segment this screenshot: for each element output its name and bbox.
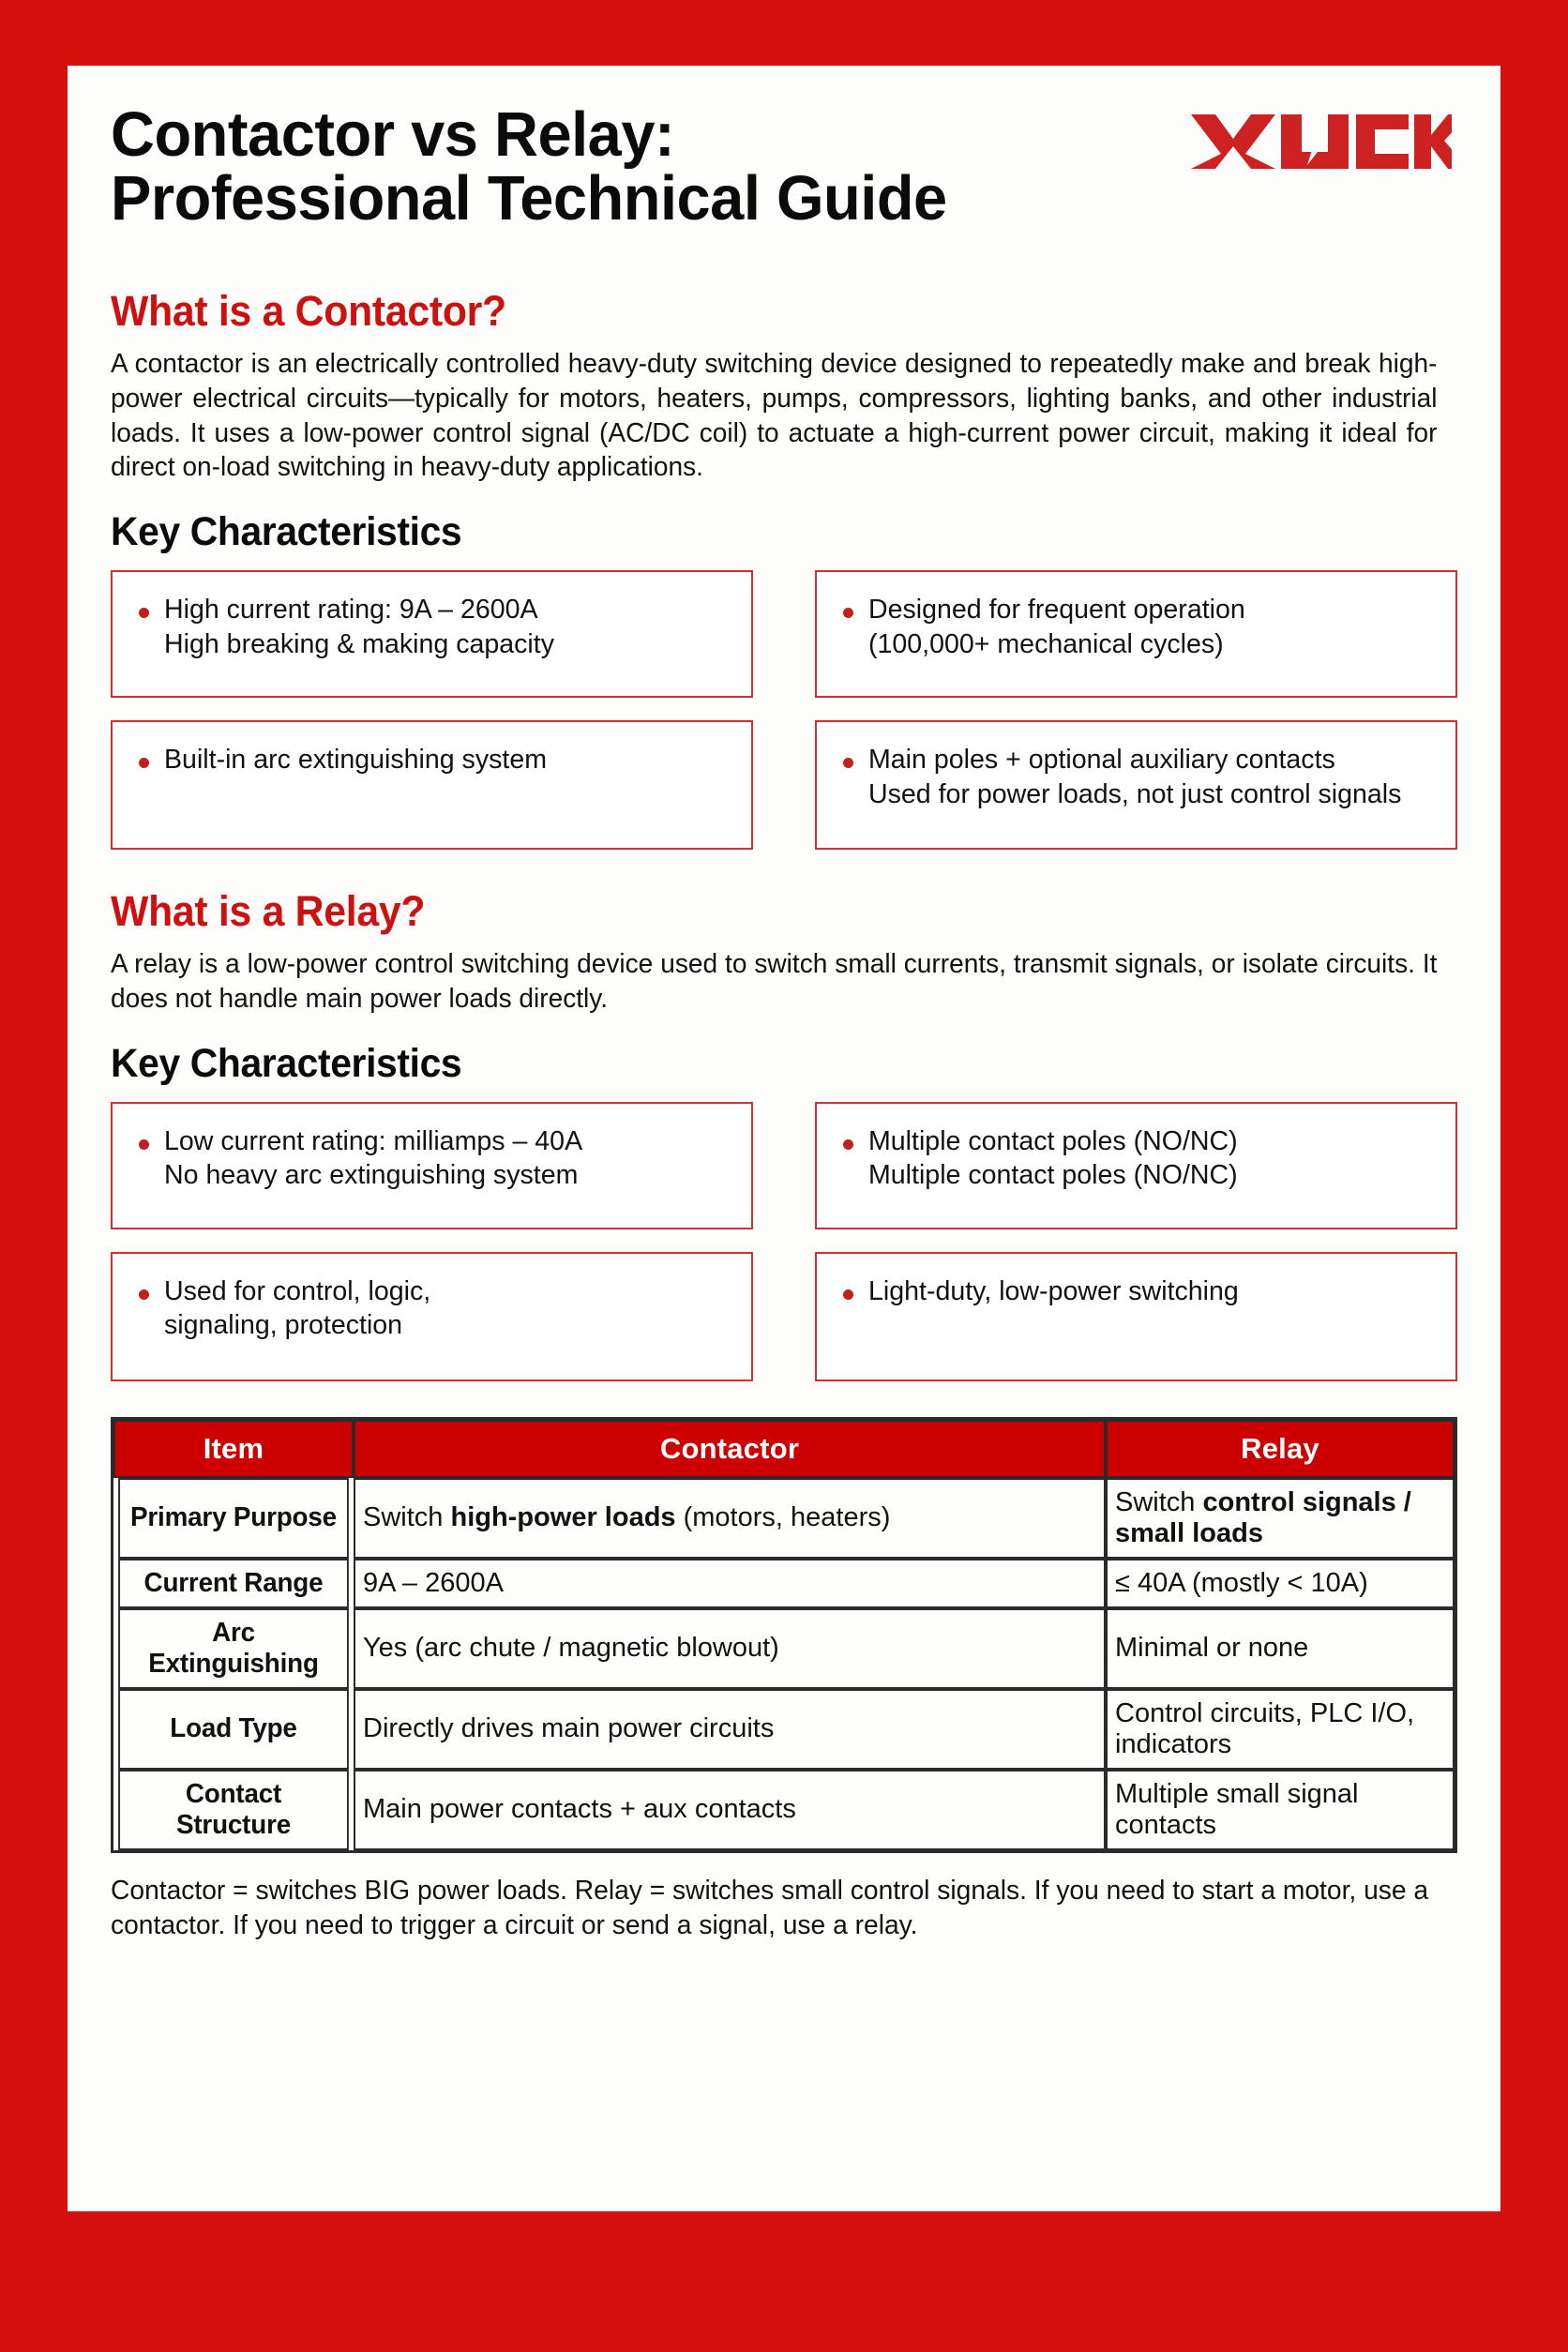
cell-text-pre: Multiple small signal contacts [1115,1778,1359,1840]
bullet-line-1: Main poles + optional auxiliary contacts [868,745,1335,775]
cell-text-pre: Switch [363,1502,451,1533]
cell-text-post: (motors, heaters) [675,1502,891,1533]
brand-logo [1191,113,1452,171]
bullet-text [164,743,547,777]
cell-text-pre: ≤ 40A (mostly < 10A) [1115,1567,1368,1598]
table-row [113,1689,1455,1770]
row-label: Current Range [118,1559,349,1608]
bullet-line-1: Low current rating: milliamps – 40A [164,1125,583,1156]
table-row [113,1608,1455,1689]
bullet-box [111,1252,753,1381]
bullet-dot-icon [843,608,853,618]
row-label: Contact Structure [118,1770,349,1850]
bullet-line-1: Designed for frequent operation [868,595,1245,625]
poster-header [111,99,1457,272]
bullet-line-2: (100,000+ mechanical cycles) [868,628,1224,659]
bullet-text [164,593,554,661]
contactor-key-characteristics-heading: Key Characteristics [111,509,462,554]
bullet-line-1: Built-in arc extinguishing system [164,745,548,775]
poster-sheet [68,66,1500,2211]
cell-text-pre: Directly drives main power circuits [363,1713,775,1744]
bullet-dot-icon [139,1289,149,1300]
cell-text-bold: high-power loads [450,1502,676,1533]
cell-contactor [354,1689,1106,1770]
bullet-line-2: No heavy arc extinguishing system [164,1160,579,1191]
comparison-table-wrap [111,1417,1457,1853]
xucky-logo-icon [1191,113,1452,171]
contactor-description: A contactor is an electrically controlled heavy-duty switching device designed to repeatedly make and break high-power electrical circuits—typically for motors, heaters, pumps, compressors, lighting banks, and other industrial loads. It uses a low-power control signal (AC/DC coil) to actuate a high-current power circuit, making it ideal for direct on-load switching in heavy-duty applications. [111,349,1438,483]
bullet-box [815,720,1457,850]
contactor-bullet-grid [111,570,1457,850]
cell-text-bold: control signals / small loads [1115,1486,1411,1548]
relay-description: A relay is a low-power control switching device used to switch small currents, transmit signals, or isolate circuits. It does not handle main power loads directly. [111,949,1438,1014]
bullet-box [111,570,753,698]
column-header-relay: Relay [1106,1420,1455,1478]
cell-text-pre: Switch [1115,1486,1203,1517]
cell-contactor [354,1608,1106,1689]
section-heading-relay: What is a Relay? [111,887,426,935]
bullet-line-1: High current rating: 9A – 2600A [164,595,538,625]
cell-contactor [354,1559,1106,1608]
cell-text-pre: Minimal or none [1115,1633,1309,1664]
bullet-text [868,1274,1239,1309]
section-heading-contactor: What is a Contactor? [111,287,506,335]
bullet-dot-icon [843,1139,853,1150]
page-title-line-2: Professional Technical Guide [111,163,947,234]
bullet-text [868,593,1245,661]
cell-relay [1106,1559,1455,1608]
bullet-dot-icon [843,1289,853,1300]
cell-relay [1106,1689,1455,1770]
row-label: Arc Extinguishing [118,1608,349,1689]
table-row [113,1770,1455,1850]
bullet-text [868,1124,1238,1193]
bullet-box [815,1252,1457,1381]
bullet-dot-icon [139,608,149,618]
cell-relay [1106,1478,1455,1559]
table-row [113,1478,1455,1559]
column-header-contactor: Contactor [354,1420,1106,1478]
bullet-line-1: Multiple contact poles (NO/NC) [868,1125,1238,1156]
bullet-dot-icon [843,758,853,768]
bullet-box [111,720,753,850]
row-label: Load Type [118,1689,349,1770]
table-row [113,1559,1455,1608]
cell-relay [1106,1608,1455,1689]
footer-summary: Contactor = switches BIG power loads. Relay = switches small control signals. If you need to start a motor, use a contactor. If you need to trigger a circuit or send a signal, use a relay. [111,1875,1429,1940]
comparison-table [111,1417,1457,1853]
bullet-box [815,570,1457,698]
cell-contactor [354,1770,1106,1850]
bullet-line-1: Used for control, logic, [164,1275,431,1306]
bullet-line-2: signaling, protection [164,1310,403,1341]
bullet-dot-icon [139,1139,149,1150]
table-header-row [113,1420,1455,1478]
bullet-box [111,1102,753,1229]
bullet-text [868,743,1401,811]
bullet-line-1: Light-duty, low-power switching [868,1275,1239,1306]
bullet-box [815,1102,1457,1229]
bullet-line-2: Multiple contact poles (NO/NC) [868,1160,1238,1191]
cell-text-pre: Control circuits, PLC I/O, indicators [1115,1697,1415,1759]
page-title-line-1: Contactor vs Relay: [111,99,675,170]
cell-text-pre: 9A – 2600A [363,1567,504,1598]
bullet-line-2: Used for power loads, not just control signals [868,778,1402,809]
cell-relay [1106,1770,1455,1850]
cell-text-pre: Yes (arc chute / magnetic blowout) [363,1633,779,1664]
column-header-item: Item [113,1420,354,1478]
bullet-line-2: High breaking & making capacity [164,628,554,659]
bullet-text [164,1274,430,1343]
bullet-dot-icon [139,758,149,768]
relay-key-characteristics-heading: Key Characteristics [111,1040,462,1086]
row-label: Primary Purpose [118,1478,349,1559]
cell-text-pre: Main power contacts + aux contacts [363,1794,796,1825]
bullet-text [164,1124,582,1193]
cell-contactor [354,1478,1106,1559]
page-title [111,99,1093,234]
relay-bullet-grid [111,1102,1457,1381]
